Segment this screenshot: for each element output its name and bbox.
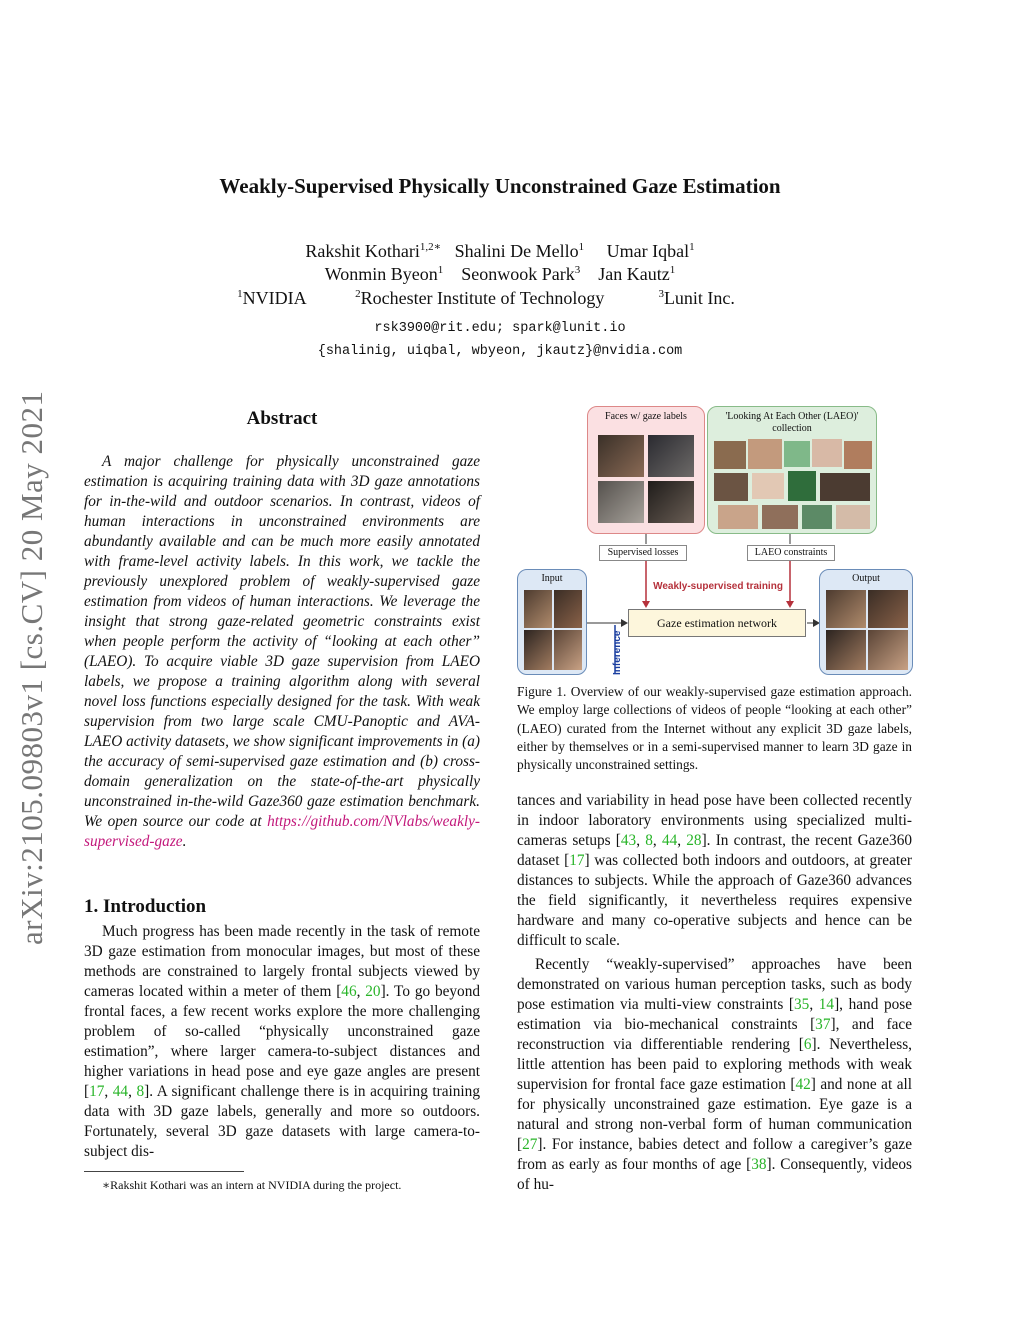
citation[interactable]: 17 [89, 1083, 105, 1100]
output-box [819, 569, 913, 675]
citation[interactable]: 37 [815, 1016, 831, 1033]
affiliations: $^1$NVIDIA $^2$Rochester Institute of Technology $^3$Lunit Inc. [237, 288, 735, 308]
arxiv-stamp: arXiv:2105.09803v1 [cs.CV] 20 May 2021 [14, 390, 49, 945]
output-photo [868, 590, 908, 628]
supervised-losses-tag: Supervised losses [599, 545, 687, 561]
author-demello: Shalini De Mello [454, 241, 579, 261]
affiliation-lunit: Lunit Inc. [663, 288, 735, 308]
faces-label: Faces w/ gaze labels [605, 411, 687, 422]
introduction-heading: 1. Introduction [84, 896, 207, 917]
output-photo [868, 630, 908, 670]
code-link[interactable]: https://github.com/NVlabs/weakly-supervised-gaze [84, 813, 480, 850]
input-photo [524, 590, 552, 628]
right-column-body: tances and variability in head pose have been collected recently in indoor laboratory environments using specialized multi-cameras setups [43, 8, 44, 28]. In contrast, the recent Gaze360 dataset [17] was collected both indoors and outdoors, at greater distances to subjects. While the approach of Gaze360 advances the field significantly, it nevertheless requires expensive hardware and many co-operative subjects and hence can be difficult to scale. Recently “weakly-supervised” approaches have been demonstrated on various human perception tasks, such as body pose estimation via multi-view constraints [35, 14], hand pose estimation via bio-mechanical constraints [37], and face reconstruction via differentiable rendering [6]. Nevertheless, little attention has been paid to exploring methods with weak supervision for frontal face gaze estimation [42] and none at all for physically unconstrained gaze estimation. Eye gaze is a natural and strong non-verbal form of human communication [27]. For instance, babies detect and follow a caregiver’s gaze from as early as four months of age [38]. Consequently, videos of hu- [517, 792, 913, 1193]
input-photo [554, 590, 582, 628]
citation[interactable]: 46 [341, 983, 357, 1000]
citation[interactable]: 8 [645, 832, 653, 849]
citation[interactable]: 27 [522, 1136, 538, 1153]
author-line-1: Rakshit Kothari$^{1,2∗}$ Shalini De Mello$^1$ Umar Iqbal$^1$ [305, 241, 695, 261]
output-photo [826, 590, 866, 628]
citation[interactable]: 42 [795, 1076, 811, 1093]
footnote-rule [84, 1171, 244, 1172]
citation[interactable]: 20 [365, 983, 381, 1000]
input-photo [554, 630, 582, 670]
output-label: Output [852, 573, 880, 584]
paper-title: Weakly-Supervised Physically Unconstrained Gaze Estimation [219, 174, 781, 198]
output-photo [826, 630, 866, 670]
input-label: Input [541, 573, 563, 584]
inference-label: Inference [612, 630, 623, 675]
weak-training-label: Weakly-supervised training [653, 581, 783, 592]
footnote: ∗Rakshit Kothari was an intern at NVIDIA during the project. [102, 1178, 402, 1192]
citation[interactable]: 35 [794, 996, 810, 1013]
author-kautz: Jan Kautz [598, 264, 670, 284]
author-park: Seonwook Park [461, 264, 575, 284]
citation[interactable]: 17 [569, 852, 585, 869]
citation[interactable]: 6 [803, 1036, 812, 1053]
figure-caption: Figure 1. Overview of our weakly-supervised gaze estimation approach. We employ large collections of videos of people “looking at each other” (LAEO) curated from the Internet without any explicit 3D gaze labels, either by themselves or in a semi-supervised manner to learn 3D gaze in physically unconstrained settings. [517, 684, 912, 773]
laeo-label: 'Looking At Each Other (LAEO)' collection [725, 411, 859, 434]
author-byeon: Wonmin Byeon [324, 264, 438, 284]
introduction-body: Much progress has been made recently in the task of remote 3D gaze estimation from monocular images, but most of these methods are constrained to largely frontal subjects viewed by cameras located within a meter of them [46, 20]. To go beyond frontal faces, a few recent works explore the more challenging problem of so-called “physically unconstrained gaze estimation”, where larger camera-to-subject distances and higher variations in head pose and eye gaze angles are present [17, 44, 8]. A significant challenge there is in acquiring training data with 3D gaze labels, generally and more so outdoors. Fortunately, several 3D gaze datasets with large camera-to-subject dis- [84, 923, 480, 1160]
citation[interactable]: 8 [136, 1083, 145, 1100]
gaze-network-box: Gaze estimation network [628, 609, 806, 637]
input-box [517, 569, 587, 675]
citation[interactable]: 44 [112, 1083, 129, 1100]
affiliation-rit: Rochester Institute of Technology [360, 288, 605, 308]
citation[interactable]: 43 [620, 832, 637, 849]
email-line-1: rsk3900@rit.edu; spark@lunit.io [374, 321, 626, 336]
laeo-constraints-tag: LAEO constraints [747, 545, 835, 561]
abstract-body: A major challenge for physically unconstrained gaze estimation is acquiring training data with 3D gaze annotations for in-the-wild and outdoor scenarios. In contrast, videos of human interactions in unconstrained environments are abundantly available and can be much more easily annotated with frame-level activity labels. In this work, we tackle the previously unexplored problem of weakly-supervised gaze estimation from videos of human interactions. We leverage the insight that strong gaze-related geometric constraints exist when people perform the activity of “looking at each other” (LAEO). To acquire viable 3D gaze supervision from LAEO labels, we propose a training algorithm along with several novel loss functions especially designed for the task. With weak supervision from two large scale CMU-Panoptic and AVA-LAEO activity datasets, we show significant improvements in (a) the accuracy of semi-supervised gaze estimation and (b) cross-domain generalization on the state-of-the-art physically unconstrained in-the-wild Gaze360 gaze estimation benchmark. We open source our code at https://github.com/NVlabs/weakly-supervised-gaze. [84, 453, 480, 850]
citation[interactable]: 44 [661, 832, 678, 849]
author-line-2: Wonmin Byeon$^1$ Seonwook Park$^3$ Jan Kautz$^1$ [324, 264, 676, 284]
author-iqbal: Umar Iqbal [606, 241, 690, 261]
citation[interactable]: 14 [818, 996, 835, 1013]
citation[interactable]: 38 [751, 1156, 767, 1173]
figure-1 [515, 403, 915, 678]
email-line-2: {shalinig, uiqbal, wbyeon, jkautz}@nvidia.com [317, 344, 683, 359]
input-photo [524, 630, 552, 670]
abstract-heading: Abstract [246, 408, 318, 429]
affiliation-nvidia: NVIDIA [242, 288, 306, 308]
author-kothari: Rakshit Kothari [305, 241, 420, 261]
citation[interactable]: 28 [686, 832, 702, 849]
